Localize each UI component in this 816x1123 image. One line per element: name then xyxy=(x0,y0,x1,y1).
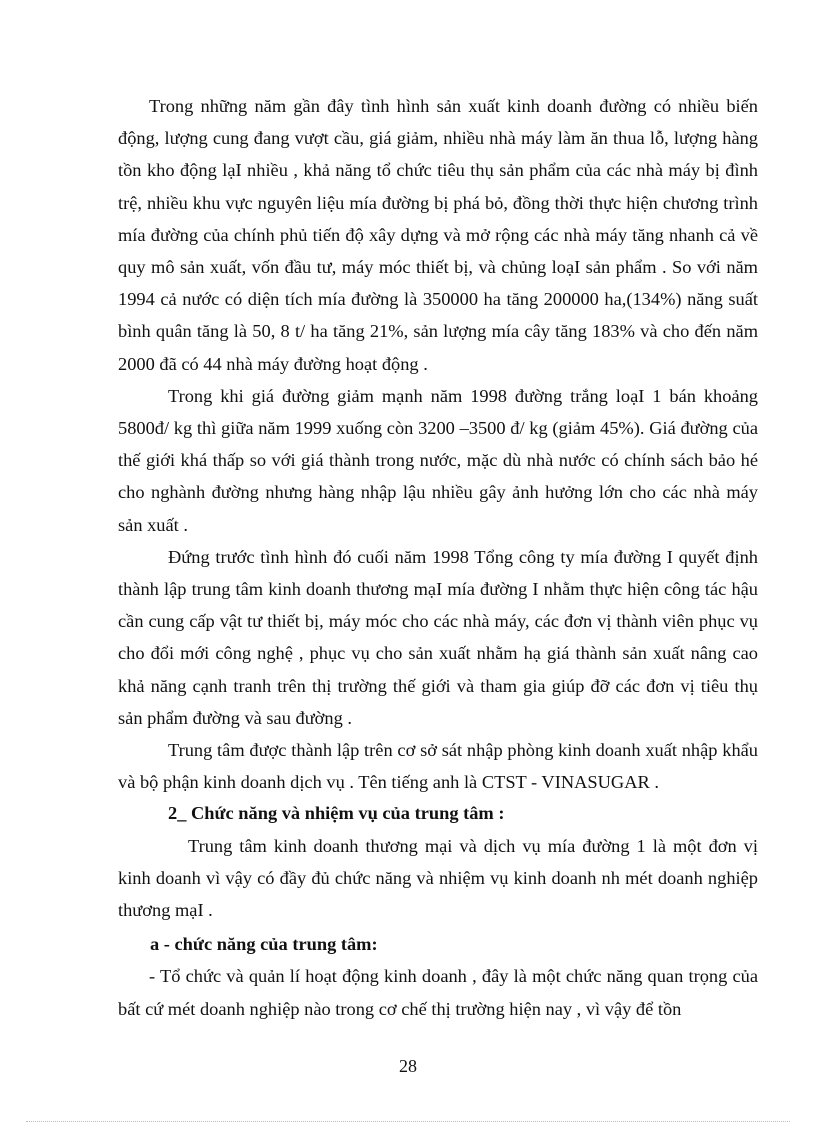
footer-divider xyxy=(26,1121,790,1122)
paragraph-center-merger: Trung tâm được thành lập trên cơ sở sát nhập phòng kinh doanh xuất nhập khẩu và bộ phận kinh doanh dịch vụ . Tên tiếng anh là CTST - VINASUGAR . xyxy=(118,740,758,793)
paragraph-function-1: - Tổ chức và quản lí hoạt động kinh doanh , đây là một chức năng quan trọng của bất cứ mét doanh nghiệp nào trong cơ chế thị trường hiện nay , vì vậy để tồn xyxy=(118,966,758,1019)
paragraph-center-role: Trung tâm kinh doanh thương mại và dịch vụ mía đường 1 là một đơn vị kinh doanh vì vậy có đầy đủ chức năng và nhiệm vụ kinh doanh nh mét doanh nghiệp thương mạI . xyxy=(118,835,758,921)
paragraph-industry-overview: Trong những năm gần đây tình hình sản xuất kinh doanh đường có nhiều biến động, lượng cung đang vượt cầu, giá giảm, nhiều nhà máy làm ăn thua lỗ, lượng hàng tồn kho động lạI nhiều , khả năng tổ chức tiêu thụ sản phẩm của các nhà máy bị đình trệ, nhiều khu vực nguyên liệu mía đường bị phá bỏ, đồng thời thực hiện chương trình mía đường của chính phủ tiến độ xây dựng và mở rộng các nhà máy tăng nhanh cả về quy mô sản xuất, vốn đầu tư, máy móc thiết bị, và chủng loạI sản phẩm . So với năm 1994 cả nước có diện tích mía đường là 350000 ha tăng 200000 ha,(134%) năng suất bình quân tăng là 50, 8 t/ ha tăng 21%, sản lượng mía cây tăng 183% và cho đến năm 2000 đã có 44 nhà máy đường hoạt động . xyxy=(118,96,758,374)
section-heading: 2_ Chức năng và nhiệm vụ của trung tâm : xyxy=(168,803,505,824)
subsection-heading: a - chức năng của trung tâm: xyxy=(150,934,378,955)
paragraph-center-founding: Đứng trước tình hình đó cuối năm 1998 Tổng công ty mía đường I quyết định thành lập trung tâm kinh doanh thương mạI mía đường I nhằm thực hiện công tác hậu cần cung cấp vật tư thiết bị, máy móc cho các nhà máy, các đơn vị thành viên phục vụ cho đổi mới công nghệ , phục vụ cho sản xuất nhằm hạ giá thành sản xuất nâng cao khả năng cạnh tranh trên thị trường thế giới và tham gia giúp đỡ các đơn vị tiêu thụ sản phẩm đường và sau đường . xyxy=(118,546,758,728)
page-number: 28 xyxy=(399,1056,417,1076)
page-body xyxy=(118,90,758,1025)
paragraph-sugar-prices: Trong khi giá đường giảm mạnh năm 1998 đường trắng loạI 1 bán khoảng 5800đ/ kg thì giữa năm 1999 xuống còn 3200 –3500 đ/ kg (giảm 45%). Giá đường của thế giới khá thấp so với giá thành trong nước, mặc dù nhà nước có chính sách bảo hé cho nghành đường nhưng hàng nhập lậu nhiều gây ảnh hưởng lớn cho các nhà máy sản xuất . xyxy=(118,385,758,535)
